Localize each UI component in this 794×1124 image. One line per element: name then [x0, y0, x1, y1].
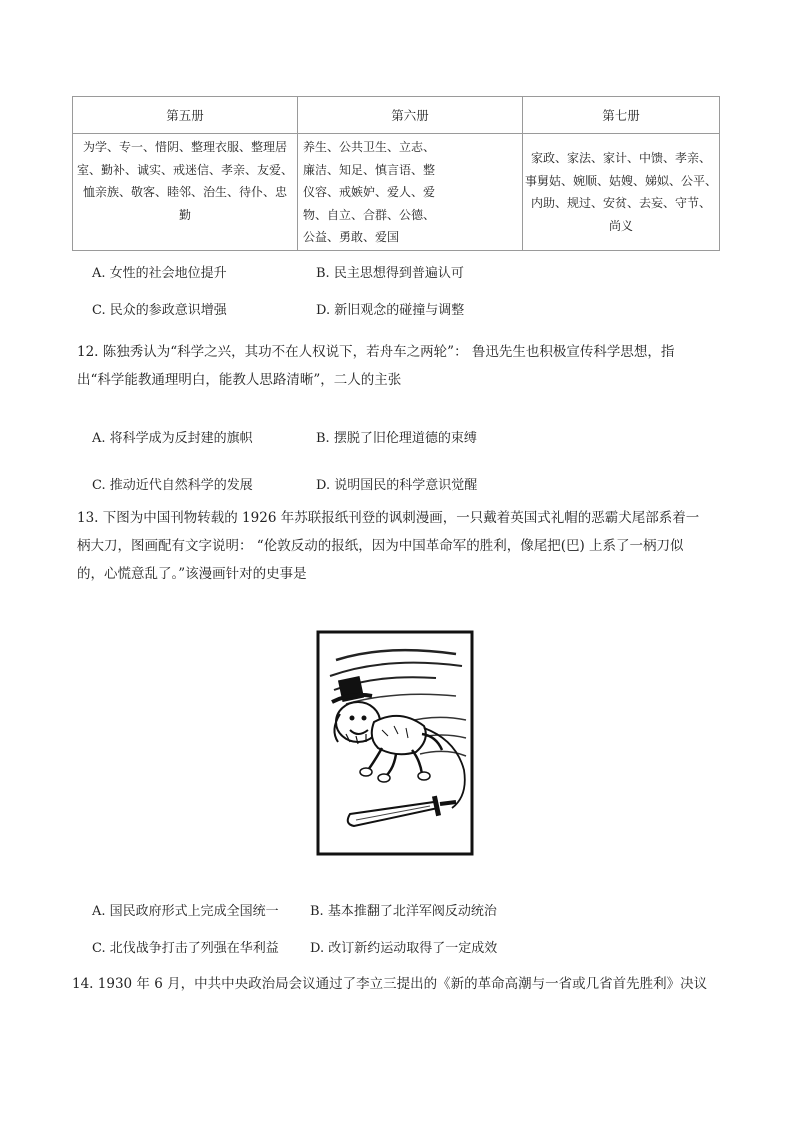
cell-line: 仪容、戒嫉妒、爱人、爱 [303, 185, 436, 199]
cell-line: 廉洁、知足、慎言语、整 [303, 162, 436, 177]
q12-option-a[interactable]: A. 将科学成为反封建的旗帜 [92, 431, 253, 446]
q13-stem-line: 13. 下图为中国刊物转载的 1926 年苏联报纸刊登的讽刺漫画，一只戴着英国式礼帽的恶霸犬尾部系着一 [77, 510, 700, 526]
cell-line: 勤 [178, 207, 191, 222]
cell-line: 养生、公共卫生、立志、 [303, 140, 436, 154]
q13-option-d[interactable]: D. 改订新约运动取得了一定成效 [310, 941, 498, 956]
q11-option-b[interactable]: B. 民主思想得到普遍认可 [316, 266, 464, 281]
q11-option-d[interactable]: D. 新旧观念的碰撞与调整 [316, 303, 465, 318]
cell-volume-6 [298, 134, 523, 251]
q12-stem-line: 出“科学能教通理明白，能教人思路清晰”，二人的主张 [77, 372, 402, 388]
cell-line: 尚义 [608, 218, 633, 233]
cell-volume-5 [73, 134, 298, 251]
q13-stem-line: 柄大刀，图画配有文字说明： “伦敦反动的报纸，因为中国革命军的胜利，像尾把(巴) 上系了一柄刀似 [77, 538, 684, 554]
q12-stem [77, 338, 727, 394]
cell-line: 事舅姑、婉顺、姑嫂、娣姒、公平、 [525, 173, 718, 188]
table-header-row [73, 97, 720, 134]
textbook-contents-table [72, 96, 720, 251]
q12-option-c[interactable]: C. 推动近代自然科学的发展 [92, 478, 253, 493]
q13-option-b[interactable]: B. 基本推翻了北洋军阀反动统治 [310, 904, 497, 919]
q12-option-d[interactable]: D. 说明国民的科学意识觉醒 [316, 478, 478, 493]
cell-line: 公益、勇敢、爱国 [303, 230, 400, 244]
q13-stem [77, 504, 727, 588]
cell-line: 内助、规过、安贫、去妄、守节、 [530, 196, 711, 210]
q12-option-b[interactable]: B. 摆脱了旧伦理道德的束缚 [316, 431, 477, 446]
q13-stem-line: 的，心慌意乱了。”该漫画针对的史事是 [77, 566, 307, 582]
table-row [73, 134, 720, 251]
cell-line: 室、勤补、诚实、戒迷信、孝亲、友爱、 [76, 162, 293, 177]
q12-stem-line: 12. 陈独秀认为“科学之兴，其功不在人权说下，若舟车之两轮”： 鲁迅先生也积极宣传科学思想，指 [77, 344, 675, 360]
q11-option-c[interactable]: C. 民众的参政意识增强 [92, 303, 227, 318]
header-volume-7: 第七册 [523, 97, 720, 134]
q13-option-c[interactable]: C. 北伐战争打击了列强在华利益 [92, 941, 279, 956]
cell-volume-7 [523, 134, 720, 251]
q14-stem-line: 14. 1930 年 6 月，中共中央政治局会议通过了李立三提出的《新的革命高潮与一省或几省首先胜利》决议 [72, 976, 708, 992]
header-volume-6: 第六册 [298, 97, 523, 134]
cell-line: 物、自立、合群、公德、 [303, 207, 436, 222]
cell-line: 为学、专一、惜阴、整理衣服、整理居 [82, 140, 287, 154]
cell-line: 家政、家法、家计、中馈、孝亲、 [530, 151, 711, 165]
satirical-cartoon-image [316, 630, 474, 856]
q13-option-a[interactable]: A. 国民政府形式上完成全国统一 [92, 904, 279, 919]
header-volume-5: 第五册 [73, 97, 298, 134]
cell-line: 恤亲族、敬客、睦邻、治生、待仆、忠 [82, 185, 287, 199]
q11-option-a[interactable]: A. 女性的社会地位提升 [92, 266, 227, 281]
